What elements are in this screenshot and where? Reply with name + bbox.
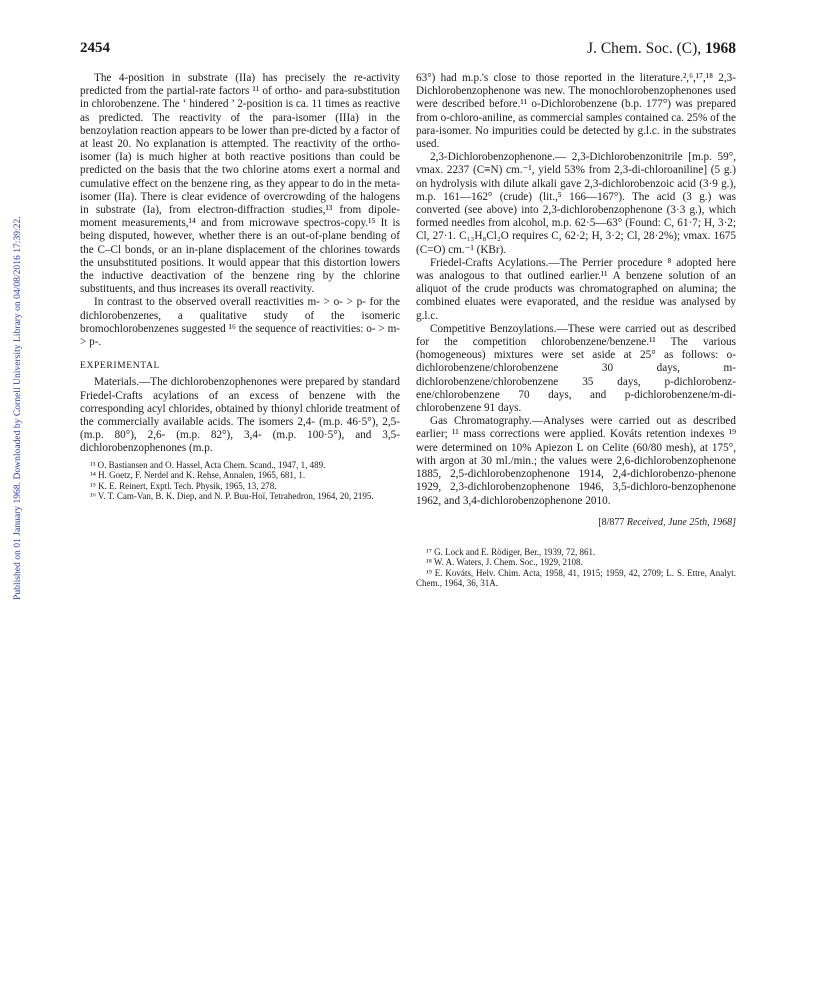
page-header — [80, 40, 736, 62]
download-notice-sidebar — [4, 150, 23, 630]
reference-item: ¹⁸ W. A. Waters, J. Chem. Soc., 1929, 2108. — [426, 557, 583, 568]
received-date: Received, June 25th, 1968] — [626, 516, 736, 528]
download-notice-text[interactable]: Published on 01 January 1968. Downloaded by Cornell University Library on 04/08/2016 17:39:22. — [12, 216, 23, 600]
materials-paragraph: Materials.—The dichlorobenzophenones were prepared by standard Friedel-Crafts acylations of an excess of benzene with the corresponding acyl chlorides, obtained by thionyl chloride treatment of the commercially available acids. The isomers 2,4- (m.p. 46·5°), 2,5- (m.p. 80°), 2,6- (m.p. 82°), 3,4- (m.p. 100·5°), and 3,5-dichlorobenzophenones (m.p. — [80, 376, 400, 455]
left-column — [80, 72, 400, 502]
reference-item: ¹⁹ E. Kováts, Helv. Chim. Acta, 1958, 41, 1915; 1959, 42, 2709; L. S. Ettre, Analyt. Chem., 1964, 36, 31A. — [416, 567, 736, 589]
body-paragraph: In contrast to the observed overall reactivities m- > o- > p- for the dichlorobenzenes, a qualitative study of the isomeric bromochlorobenzenes suggested ¹⁶ the sequence of reactivities: o- > m- > p-. — [80, 296, 400, 349]
journal-year: 1968 — [705, 40, 736, 57]
body-paragraph: Friedel-Crafts Acylations.—The Perrier procedure ⁸ adopted here was analogous to that outlined earlier.¹¹ A benzene solution of an aliquot of the crude products was chromatographed on alumina; the combined eluates were evaporated, and the residue was analysed by g.l.c. — [416, 256, 736, 322]
reference-item: ¹⁶ V. T. Cam-Van, B. K. Diep, and N. P. Buu-Hoï, Tetrahedron, 1964, 20, 2195. — [90, 491, 374, 502]
body-paragraph: The 4-position in substrate (IIa) has precisely the re-activity predicted from the partial-rate factors ¹¹ of ortho- and para-substitution in chlorobenzene. The ‘ hindered ’ 2-position is ca. 11 times as reactive as predicted. The reactivity of the para-isomer (IIIa) in the benzoylation reaction appears to be lower than pre-dicted by a factor of at least 20. No explanation is attempted. The reactivity of the ortho-isomer (Ia) is much higher at both reactive positions than could be predicted on the basis that the two chlorine atoms exert a normal and cumulative effect on the benzene ring, as they appear to do in the meta-isomer (IIa). There is clear evidence of overcrowding of the halogens in substrate (Ia), from electron-diffraction studies,¹³ from dipole-moment measurements,¹⁴ and from microwave spectros-copy.¹⁵ It is being disputed, however, whether there is an out-of-plane bending of the C–Cl bonds, or an in-plane displacement of the chlorines towards the unsubstituted positions. It would appear that this distortion lowers the inductive deactivation of the benzene ring by the chlorine substituents, and thus increases its overall reactivity. — [80, 72, 400, 296]
body-paragraph: Competitive Benzoylations.—These were carried out as described for the competition chlorobenzene/benzene.¹¹ The various (homogeneous) mixtures were set aside at 25° as follows: o-dichlorobenzene/chlorobenzene 30 days, m-dichlorobenzene/chlorobenzene 35 days, p-dichlorobenz-ene/chlorobenzene 70 days, and p-dichlorobenzene/m-di-chlorobenzene 91 days. — [416, 322, 736, 415]
section-heading: EXPERIMENTAL — [80, 360, 160, 372]
page-number: 2454 — [80, 40, 110, 56]
footnote-references — [80, 460, 400, 502]
journal-name: J. Chem. Soc. (C), — [587, 40, 702, 57]
body-paragraph: Gas Chromatography.—Analyses were carried out as described earlier; ¹¹ mass corrections were applied. Kováts retention indexes ¹⁹ were determined on 10% Apiezon L on Celite (60/80 mesh), at 175°, with argon at 30 ml./min.; the values were 2,6-dichlorobenzophenone 1885, 2,5-dichlorobenzophenone 1914, 2,4-dichlorobenzo-phenone 1929, 2,3-dichlorobenzophenone 1946, 3,5-dichloro-benzophenone 1962, and 3,4-dichlorobenzophenone 2010. — [416, 415, 736, 507]
reference-item: ¹³ O. Bastiansen and O. Hassel, Acta Chem. Scand., 1947, 1, 489. — [90, 459, 326, 470]
reference-item: ¹⁴ H. Goetz, F. Nerdel and K. Rehse, Annalen, 1965, 681, 1. — [90, 470, 306, 481]
body-paragraph: 63°) had m.p.'s close to those reported in the literature.²,⁶,¹⁷,¹⁸ 2,3-Dichlorobenzophenone was new. The monochlorobenzophenones used were described before.¹¹ o-Dichlorobenzene (b.p. 177°) was prepared from o-chloro-aniline, as commercial samples contained ca. 25% of the para-isomer. No impurities could be detected by g.l.c. in the substrates used. — [416, 72, 736, 151]
right-column — [416, 72, 736, 589]
reference-item: ¹⁷ G. Lock and E. Rödiger, Ber., 1939, 72, 861. — [426, 546, 596, 557]
reference-item: ¹⁵ K. E. Reinert, Exptl. Tech. Physik, 1965, 13, 278. — [90, 480, 277, 491]
received-line — [416, 516, 736, 529]
body-paragraph: 2,3-Dichlorobenzophenone.— 2,3-Dichlorobenzonitrile [m.p. 59°, νmax. 2237 (C≡N) cm.⁻¹, yield 53% from 2,3-di-chloroaniline] (5 g.) on hydrolysis with dilute alkali gave 2,3-dichlorobenzoic acid (3·9 g.), m.p. 161—162° (crude) (lit.,⁵ 166—167°). The acid (3 g.) was converted (see above) into 2,3-dichlorobenzophenone (3·3 g.), which formed needles from alcohol, m.p. 62·5—63° (Found: C, 61·7; H, 3·2; Cl, 27·1. C₁₃H₈Cl₂O requires C, 62·2; H, 3·2; Cl, 28·2%); νmax. 1675 (C=O) cm.⁻¹ (KBr). — [416, 151, 736, 256]
manuscript-number: [8/877 — [598, 516, 625, 528]
journal-reference — [587, 40, 736, 58]
footnote-references — [416, 547, 736, 589]
